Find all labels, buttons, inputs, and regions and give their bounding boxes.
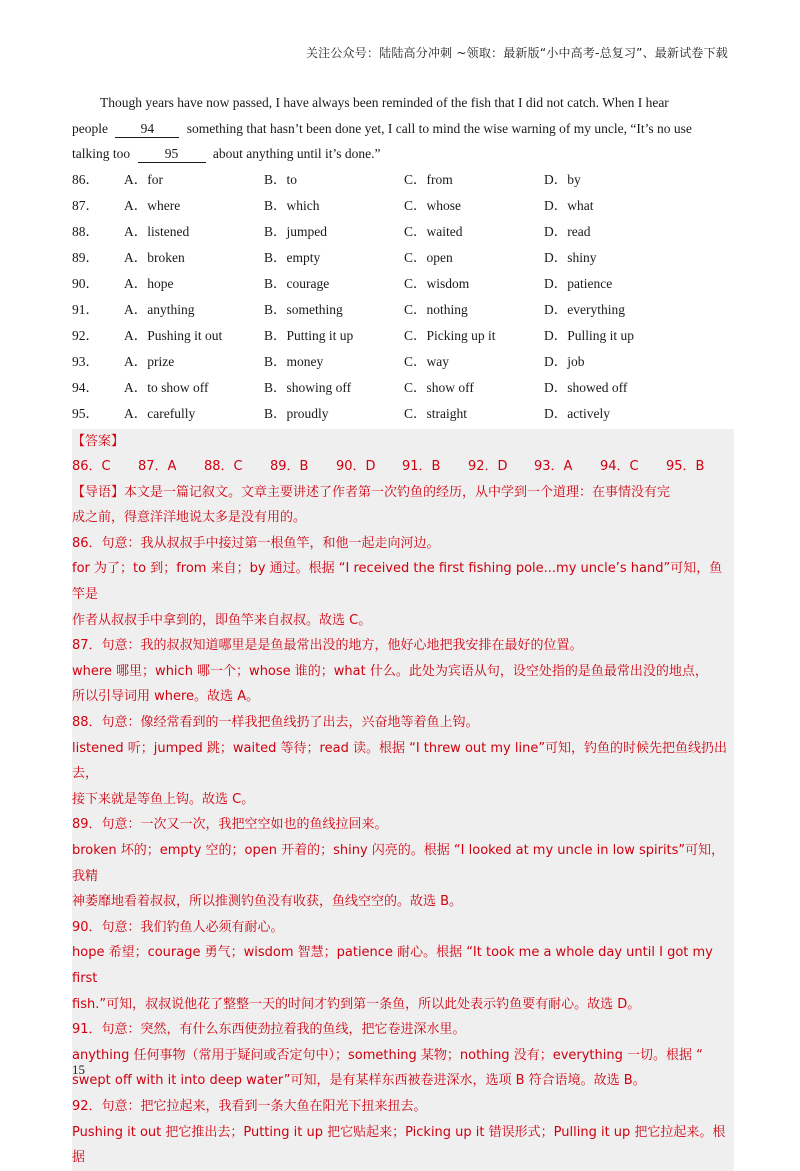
answer-item: 88．C [204, 459, 243, 475]
blank-94: 94 [115, 121, 179, 138]
option-c: C．show off [404, 379, 474, 395]
passage-line-3b: about anything until it’s done.” [212, 146, 381, 161]
explanation-line: 86．句意：我从叔叔手中接过第一根鱼竿，和他一起走向河边。 [72, 535, 440, 551]
option-c: C．nothing [404, 301, 468, 317]
explanation-line: 89．句意：一次又一次，我把空空如也的鱼线拉回来。 [72, 817, 388, 833]
answer-item: 89．B [270, 459, 309, 475]
answer-title: 【答案】 [72, 433, 125, 449]
option-d: D．actively [544, 405, 610, 421]
option-c: C．open [404, 249, 453, 265]
question-row [72, 167, 732, 193]
explanation-line: where 哪里；which 哪一个；whose 谁的；what 什么。此处为宾语从句，设空处指的是鱼最常出没的地点， [72, 663, 708, 679]
question-number: 93． [72, 353, 99, 369]
option-d: D．what [544, 197, 594, 213]
option-a: A．for [124, 171, 163, 187]
question-row [72, 271, 732, 297]
option-d: D．everything [544, 301, 625, 317]
explanation-line: anything 任何事物（常用于疑问或否定句中）；something 某物；nothing 没有；everything 一切。根据 “ [72, 1047, 703, 1063]
option-c: C．Picking up it [404, 327, 496, 343]
explanation-line: 88．句意：像经常看到的一样我把鱼线扔了出去，兴奋地等着鱼上钩。 [72, 715, 479, 731]
option-a: A．anything [124, 301, 195, 317]
option-b: B．to [264, 171, 298, 187]
option-d: D．job [544, 353, 585, 369]
explanation-line: 神萎靡地看着叔叔，所以推测钓鱼没有收获，鱼线空空的。故选 B。 [72, 894, 463, 910]
blank-95: 95 [138, 146, 206, 163]
option-b: B．something [264, 301, 343, 317]
passage-line-1: Though years have now passed, I have always been reminded of the fish that I did not catch. When I hear [100, 95, 669, 110]
option-d: D．shiny [544, 249, 597, 265]
option-d: D．read [544, 223, 591, 239]
answer-item: 91．B [402, 459, 441, 475]
question-number: 88． [72, 223, 99, 239]
explanation-line: 所以引导词用 where。故选 A。 [72, 689, 260, 705]
passage-line-2b: something that hasn’t been done yet, I call to mind the wise warning of my uncle, “It’s no use [186, 120, 692, 136]
option-c: C．from [404, 171, 453, 187]
option-a: A．prize [124, 353, 175, 369]
option-a: A．to show off [124, 379, 209, 395]
question-row [72, 193, 732, 219]
page-number: 15 [72, 1062, 85, 1077]
option-c: C．wisdom [404, 275, 470, 291]
answer-item: 95．B [666, 459, 705, 475]
question-row [72, 349, 732, 375]
passage-line-3a: talking too [72, 146, 131, 161]
question-number: 94． [72, 379, 99, 395]
option-b: B．money [264, 353, 324, 369]
question-number: 86． [72, 171, 99, 187]
explanation-line: 【导语】本文是一篇记叙文。文章主要讲述了作者第一次钓鱼的经历，从中学到一个道理：在事情没有完 [72, 484, 671, 500]
answer-item: 86．C [72, 459, 111, 475]
explanation-line: listened 听；jumped 跳；waited 等待；read 读。根据 “I threw out my line”可知，钓鱼的时候先把鱼线扔出去， [72, 740, 728, 782]
explanation-line: 91．句意：突然，有什么东西使劲拉着我的鱼线，把它卷进深水里。 [72, 1022, 466, 1038]
option-b: B．proudly [264, 405, 329, 421]
option-a: A．Pushing it out [124, 327, 223, 343]
question-list [72, 167, 732, 427]
explanation-line: hope 希望；courage 勇气；wisdom 智慧；patience 耐心。根据 “It took me a whole day until I got my first [72, 945, 713, 986]
passage-line-2a: people [72, 120, 108, 136]
explanation-line: 接下来就是等鱼上钩。故选 C。 [72, 791, 255, 807]
question-row [72, 219, 732, 245]
option-c: C．whose [404, 197, 461, 213]
question-number: 87． [72, 197, 99, 213]
question-number: 89． [72, 249, 99, 265]
option-d: D．Pulling it up [544, 327, 635, 343]
explanation-line: Pushing it out 把它推出去；Putting it up 把它贴起来；Picking up it 错误形式；Pulling it up 把它拉起来。根据 [72, 1124, 726, 1166]
explanation-line: 92．句意：把它拉起来，我看到一条大鱼在阳光下扭来扭去。 [72, 1098, 427, 1114]
option-a: A．where [124, 197, 181, 213]
question-number: 90． [72, 275, 99, 291]
answer-item: 90．D [336, 459, 376, 475]
explanation-line: broken 坏的；empty 空的；open 开着的；shiny 闪亮的。根据 “I looked at my uncle in low spirits”可知，我精 [72, 843, 725, 884]
explanation-line: swept off with it into deep water”可知，是有某样东西被卷进深水，选项 B 符合语境。故选 B。 [72, 1073, 646, 1089]
explanation-line: 作者从叔叔手中拿到的，即鱼竿来自叔叔。故选 C。 [72, 612, 372, 628]
option-b: B．courage [264, 275, 330, 291]
answer-item: 87．A [138, 459, 177, 475]
question-row [72, 297, 732, 323]
option-b: B．which [264, 197, 320, 213]
option-b: B．Putting it up [264, 327, 354, 343]
answer-item: 94．C [600, 459, 639, 475]
page-header: 关注公众号：陆陆高分冲刺 ~领取：最新版“小中高考-总复习”、最新试卷下载 [305, 46, 728, 60]
question-row [72, 401, 732, 427]
answer-item: 92．D [468, 459, 508, 475]
answer-key-row [72, 454, 734, 480]
question-number: 95． [72, 405, 99, 421]
answer-item: 93．A [534, 459, 573, 475]
explanation-line: 90．句意：我们钓鱼人必须有耐心。 [72, 919, 284, 935]
question-row [72, 375, 732, 401]
explanation-line: 成之前，得意洋洋地说太多是没有用的。 [72, 510, 307, 526]
option-b: B．empty [264, 249, 321, 265]
option-d: D．showed off [544, 379, 628, 395]
passage-paragraph [72, 90, 732, 167]
option-a: A．listened [124, 223, 190, 239]
explanation-line: fish.”可知，叔叔说他花了整整一天的时间才钓到第一条鱼，所以此处表示钓鱼要有耐心。故选 D。 [72, 996, 641, 1012]
option-a: A．hope [124, 275, 174, 291]
option-c: C．waited [404, 223, 463, 239]
explanation-line: 87．句意：我的叔叔知道哪里是是鱼最常出没的地方，他好心地把我安排在最好的位置。 [72, 638, 583, 654]
option-a: A．broken [124, 249, 185, 265]
question-number: 92． [72, 327, 99, 343]
question-row [72, 245, 732, 271]
option-c: C．straight [404, 405, 467, 421]
page-content [72, 90, 732, 1171]
option-d: D．patience [544, 275, 613, 291]
option-a: A．carefully [124, 405, 196, 421]
option-b: B．showing off [264, 379, 352, 395]
option-d: D．by [544, 171, 581, 187]
question-row [72, 323, 732, 349]
question-number: 91． [72, 301, 99, 317]
answer-section [72, 429, 734, 1171]
explanation-line: for 为了；to 到；from 来自；by 通过。根据 “I received the first fishing pole...my uncle’s hand”可知，鱼竿是 [72, 561, 723, 603]
option-b: B．jumped [264, 223, 327, 239]
option-c: C．way [404, 353, 449, 369]
